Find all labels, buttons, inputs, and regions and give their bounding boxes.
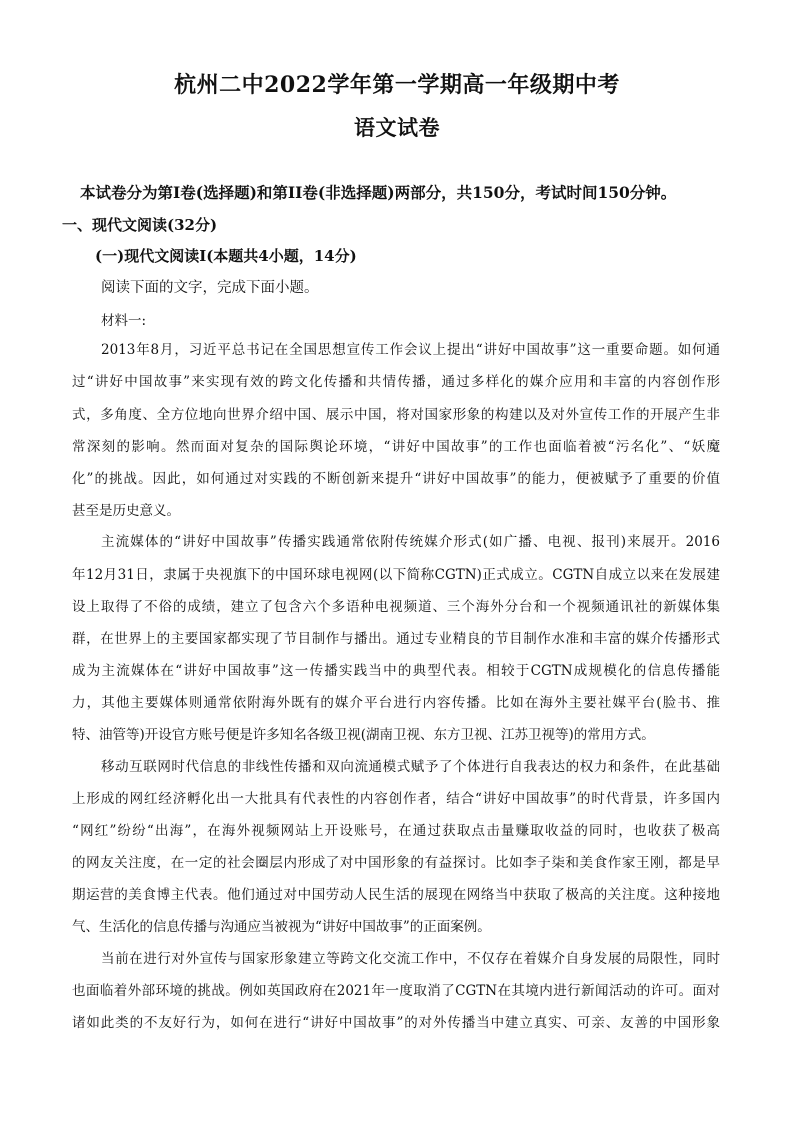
text-line: 主流媒体的“讲好中国故事”传播实践通常依附传统媒介形式(如广播、电视、报刊)来展开。2016 [101, 534, 720, 550]
section-subheading: (一)现代文阅读I(本题共4小题，14分) [95, 247, 357, 265]
text-line: 2013年8月，习近平总书记在全国思想宣传工作会议上提出“讲好中国故事”这一重要命题。如何通 [101, 342, 720, 358]
text-line: 过“讲好中国故事”来实现有效的跨文化传播和共情传播，通过多样化的媒介应用和丰富的内容创作形 [72, 374, 720, 390]
text-line: 气、生活化的信息传播与沟通应当被视为“讲好中国故事”的正面案例。 [72, 919, 491, 935]
text-line: 特、油管等)开设官方账号便是许多知名各级卫视(湖南卫视、东方卫视、江苏卫视等)的常用方式。 [72, 727, 655, 743]
text-line: 成为主流媒体在“讲好中国故事”这一传播实践当中的典型代表。相较于CGTN成规模化的信息传播能 [72, 663, 720, 679]
text-line: 移动互联网时代信息的非线性传播和双向流通模式赋予了个体进行自我表达的权力和条件，在此基础 [101, 759, 720, 775]
text-line: 常深刻的影响。然而面对复杂的国际舆论环境，“讲好中国故事”的工作也面临着被“污名化”、“妖魔 [72, 439, 720, 455]
text-line: 期运营的美食博主代表。他们通过对中国劳动人民生活的展现在网络当中获取了极高的关注度。这种接地 [72, 887, 720, 903]
text-line: 上形成的网红经济孵化出一大批具有代表性的内容创作者，结合“讲好中国故事”的时代背景，许多国内 [72, 791, 720, 807]
section-heading: 一、现代文阅读(32分) [62, 216, 218, 234]
material-label: 材料一: [101, 313, 147, 329]
exam-title: 杭州二中2022学年第一学期高一年级期中考 [174, 72, 620, 98]
text-line: 力，其他主要媒体则通常依附海外既有的媒介平台进行内容传播。比如在海外主要社媒平台(脸书、推 [72, 695, 720, 711]
text-line: 也面临着外部环境的挑战。例如英国政府在2021年一度取消了CGTN在其境内进行新闻活动的许可。面对 [72, 983, 720, 999]
text-line: “网红”纷纷“出海”，在海外视频网站上开设账号，在通过获取点击量赚取收益的同时，也收获了极高 [72, 823, 720, 839]
text-line: 当前在进行对外宣传与国家形象建立等跨文化交流工作中，不仅存在着媒介自身发展的局限性，同时 [101, 951, 720, 967]
text-line: 化”的挑战。因此，如何通过对实践的不断创新来提升“讲好中国故事”的能力，便被赋予了重要的价值 [72, 471, 720, 487]
text-line: 群，在世界上的主要国家都实现了节目制作与播出。通过专业精良的节目制作水准和丰富的媒介传播形式 [72, 631, 720, 647]
text-line: 式，多角度、全方位地向世界介绍中国、展示中国，将对国家形象的构建以及对外宣传工作的开展产生非 [72, 407, 720, 423]
text-line: 的网友关注度，在一定的社会圈层内形成了对中国形象的有益探讨。比如李子柒和美食作家王刚，都是早 [72, 855, 720, 871]
text-line: 诸如此类的不友好行为，如何在进行“讲好中国故事”的对外传播当中建立真实、可亲、友善的中国形象 [72, 1015, 720, 1031]
exam-subtitle: 语文试卷 [354, 115, 440, 140]
text-line: 甚至是历史意义。 [72, 503, 180, 519]
text-line: 设上取得了不俗的成绩，建立了包含六个多语种电视频道、三个海外分台和一个视频通讯社的新媒体集 [72, 599, 720, 615]
text-line: 年12月31日，隶属于央视旗下的中国环球电视网(以下简称CGTN)正式成立。CGTN自成立以来在发展建 [72, 567, 720, 583]
exam-notice: 本试卷分为第I卷(选择题)和第II卷(非选择题)两部分，共150分，考试时间150分钟。 [80, 183, 677, 202]
reading-instruction: 阅读下面的文字，完成下面小题。 [101, 280, 319, 296]
